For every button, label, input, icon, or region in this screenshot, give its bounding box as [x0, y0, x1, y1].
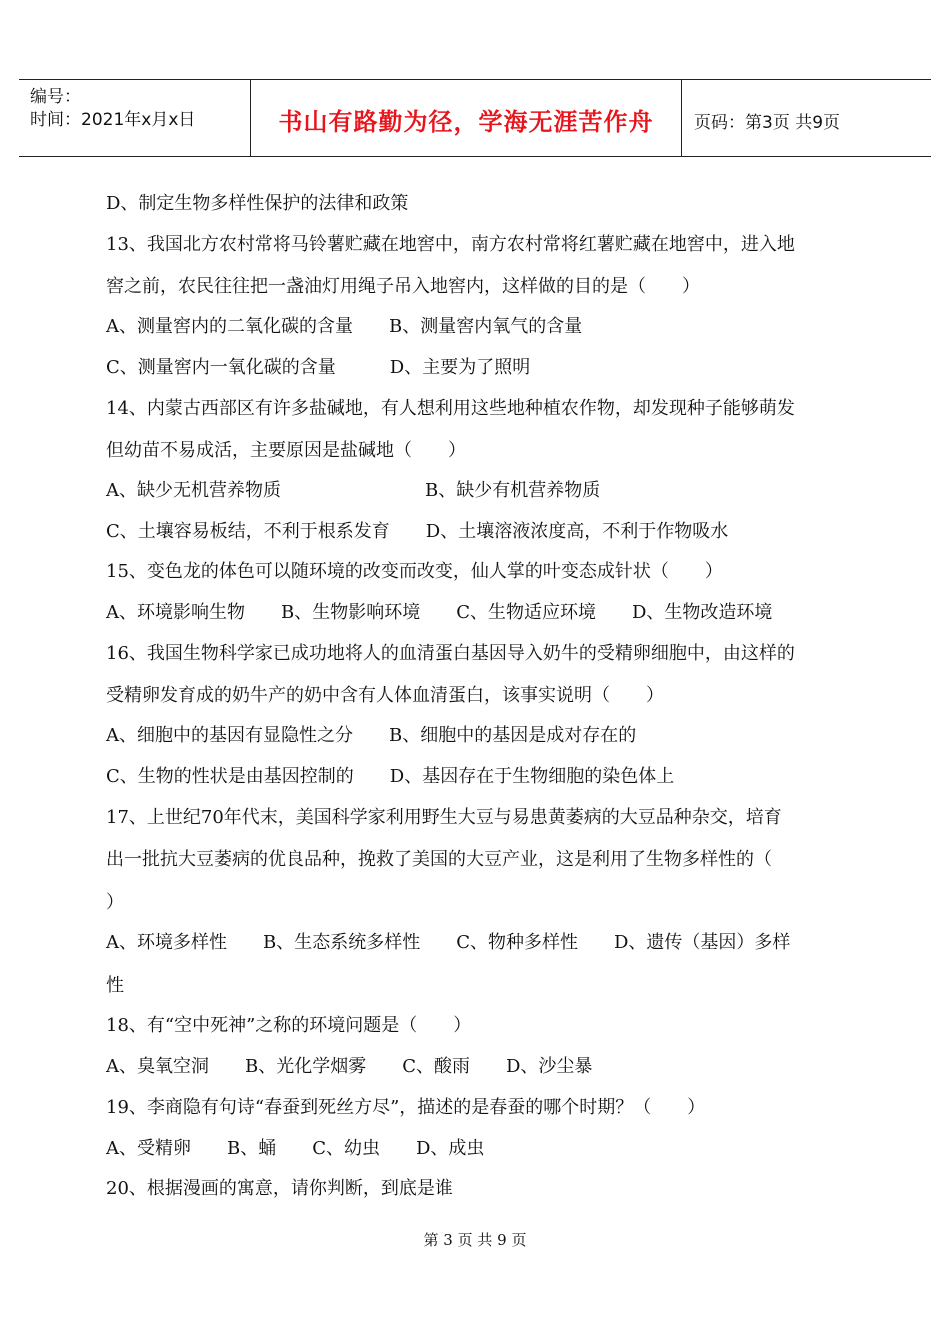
- question-14-line-2: 但幼苗不易成活，主要原因是盐碱地（ ）: [106, 440, 466, 461]
- question-14-options-cd: C、土壤容易板结，不利于根系发育 D、土壤溶液浓度高，不利于作物吸水: [106, 521, 729, 542]
- question-16-options-cd: C、生物的性状是由基因控制的 D、基因存在于生物细胞的染色体上: [106, 766, 675, 787]
- question-17-options-wrap: 性: [106, 975, 124, 996]
- question-16-options-ab: A、细胞中的基因有显隐性之分 B、细胞中的基因是成对存在的: [106, 725, 637, 746]
- question-16-line-1: 16、我国生物科学家已成功地将人的血清蛋白基因导入奶牛的受精卵细胞中，由这样的: [106, 643, 795, 664]
- question-17-line-2: 出一批抗大豆萎病的优良品种，挽救了美国的大豆产业，这是利用了生物多样性的（: [106, 849, 772, 870]
- page-number-info: 页码：第3页 共9页: [694, 113, 841, 133]
- page-footer: 第 3 页 共 9 页: [423, 1231, 527, 1249]
- serial-number-label: 编号：: [30, 87, 81, 107]
- question-13-line-2: 窖之前，农民往往把一盏油灯用绳子吊入地窖内，这样做的目的是（ ）: [106, 276, 700, 297]
- question-16-line-2: 受精卵发育成的奶牛产的奶中含有人体血清蛋白，该事实说明（ ）: [106, 685, 664, 706]
- header-page-cell: [682, 80, 931, 156]
- question-18-line-1: 18、有“空中死神”之称的环境问题是（ ）: [106, 1015, 472, 1036]
- question-15-line-1: 15、变色龙的体色可以随环境的改变而改变，仙人掌的叶变态成针状（ ）: [106, 561, 723, 582]
- header-meta-cell: [19, 80, 251, 156]
- question-17-line-1: 17、上世纪70年代末，美国科学家利用野生大豆与易患黄萎病的大豆品种杂交，培育: [106, 807, 782, 828]
- question-17-options: A、环境多样性 B、生态系统多样性 C、物种多样性 D、遗传（基因）多样: [106, 932, 791, 953]
- page-header: [19, 79, 931, 157]
- question-14-options-ab: A、缺少无机营养物质 B、缺少有机营养物质: [106, 480, 601, 501]
- question-13-options-ab: A、测量窖内的二氧化碳的含量 B、测量窖内氧气的含量: [106, 316, 583, 337]
- question-13-options-cd: C、测量窖内一氧化碳的含量 D、主要为了照明: [106, 357, 531, 378]
- header-motto-cell: [251, 80, 682, 156]
- question-17-line-3: ）: [106, 892, 124, 913]
- question-20-line-1: 20、根据漫画的寓意，请你判断，到底是谁: [106, 1178, 453, 1199]
- question-13-line-1: 13、我国北方农村常将马铃薯贮藏在地窖中，南方农村常将红薯贮藏在地窖中，进入地: [106, 234, 795, 255]
- question-14-line-1: 14、内蒙古西部区有许多盐碱地，有人想利用这些地种植农作物，却发现种子能够萌发: [106, 398, 795, 419]
- motto-text: 书山有路勤为径，学海无涯苦作舟: [278, 108, 654, 136]
- question-19-line-1: 19、李商隐有句诗“春蚕到死丝方尽”，描述的是春蚕的哪个时期？（ ）: [106, 1097, 706, 1118]
- question-18-options: A、臭氧空洞 B、光化学烟雾 C、酸雨 D、沙尘暴: [106, 1056, 593, 1077]
- question-19-options: A、受精卵 B、蛹 C、幼虫 D、成虫: [106, 1138, 485, 1159]
- time-label: 时间：2021年x月x日: [30, 110, 196, 130]
- text-line: D、制定生物多样性保护的法律和政策: [106, 193, 409, 214]
- question-15-options: A、环境影响生物 B、生物影响环境 C、生物适应环境 D、生物改造环境: [106, 602, 773, 623]
